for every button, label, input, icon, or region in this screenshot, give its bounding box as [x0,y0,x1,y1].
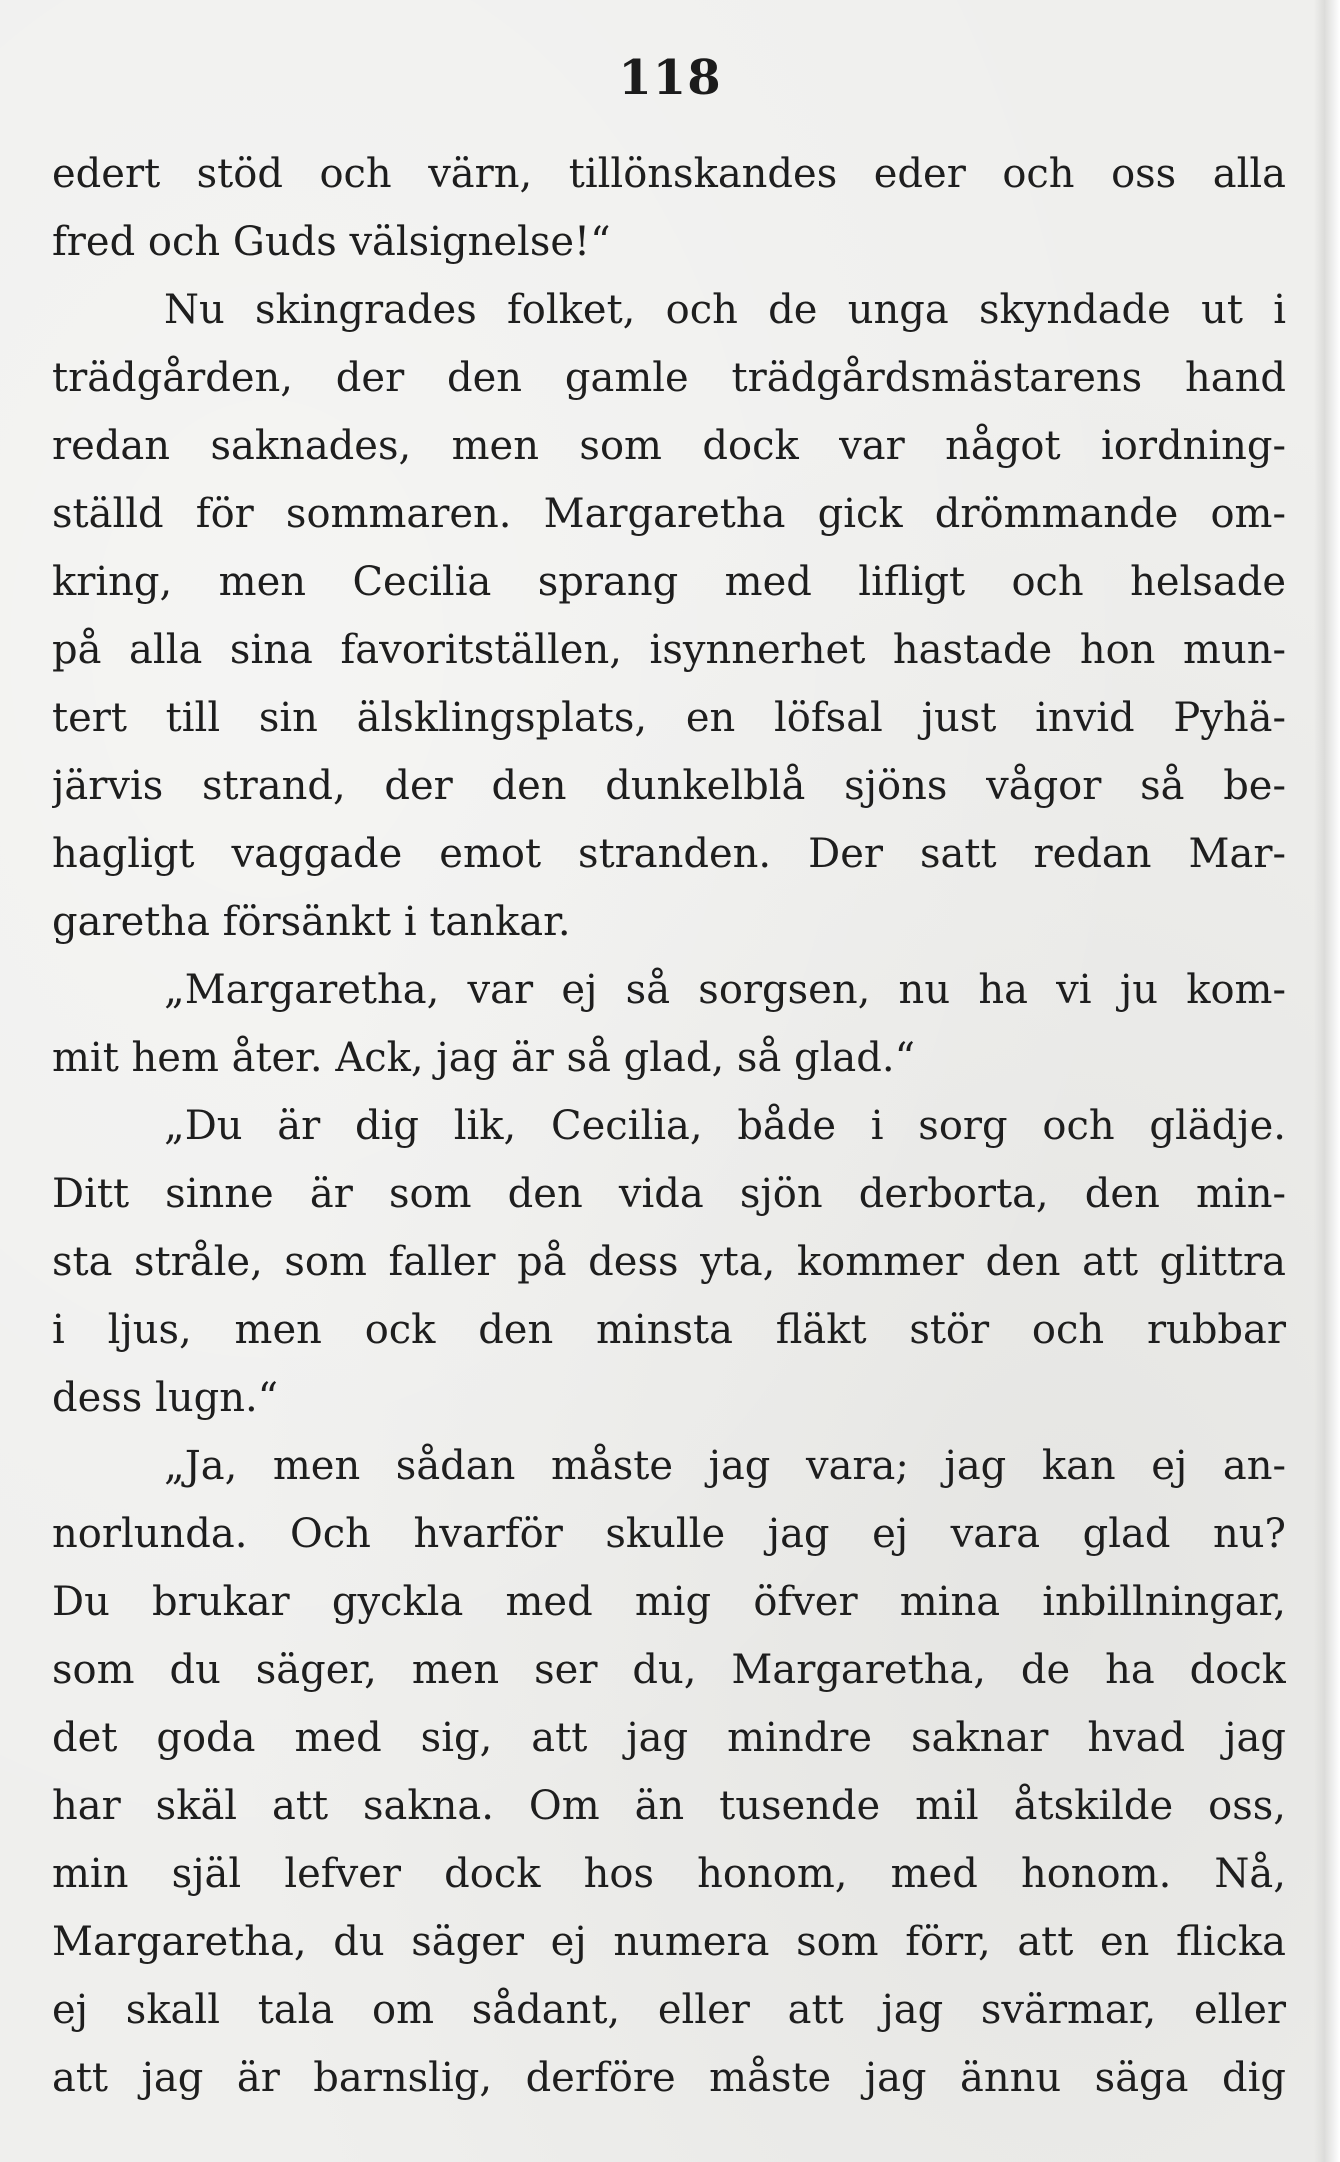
text-line: hagligt vaggade emot stranden. Der satt redan Mar- [52,831,1286,877]
text-line: fred och Guds välsignelse!“ [52,219,611,265]
text-line: har skäl att sakna. Om än tusende mil åtskilde oss, [52,1783,1286,1829]
text-line: ställd för sommaren. Margaretha gick drömmande om- [52,491,1286,537]
text-line: Du brukar gyckla med mig öfver mina inbillningar, [52,1579,1286,1625]
text-line: mit hem åter. Ack, jag är så glad, så glad.“ [52,1035,916,1081]
text-line: som du säger, men ser du, Margaretha, de ha dock [52,1647,1286,1693]
text-line: garetha försänkt i tankar. [52,899,571,945]
text-line: på alla sina favoritställen, isynnerhet hastade hon mun- [52,627,1286,673]
text-line: järvis strand, der den dunkelblå sjöns vågor så be- [52,763,1286,809]
body-text [52,140,1286,2112]
text-line: i ljus, men ock den minsta fläkt stör och rubbar [52,1307,1286,1353]
page-number: 118 [618,50,722,106]
text-line: „Ja, men sådan måste jag vara; jag kan ej an- [164,1443,1286,1489]
text-line: trädgården, der den gamle trädgårdsmästarens hand [52,355,1286,401]
text-line: Ditt sinne är som den vida sjön derborta, den min- [52,1171,1286,1217]
text-line: att jag är barnslig, derföre måste jag ännu säga dig [52,2055,1286,2101]
text-line: kring, men Cecilia sprang med lifligt och helsade [52,559,1286,605]
text-line: redan saknades, men som dock var något iordning- [52,423,1286,469]
text-line: det goda med sig, att jag mindre saknar hvad jag [52,1715,1286,1761]
text-line: edert stöd och värn, tillönskandes eder och oss alla [52,151,1286,197]
text-line: sta stråle, som faller på dess yta, kommer den att glittra [52,1239,1286,1285]
text-line: dess lugn.“ [52,1375,279,1421]
text-line: min själ lefver dock hos honom, med honom. Nå, [52,1851,1286,1897]
text-line: ej skall tala om sådant, eller att jag svärmar, eller [52,1987,1286,2033]
text-line: tert till sin älsklingsplats, en löfsal just invid Pyhä- [52,695,1286,741]
text-line: Margaretha, du säger ej numera som förr, att en flicka [52,1919,1286,1965]
text-line: „Margaretha, var ej så sorgsen, nu ha vi ju kom- [164,967,1286,1013]
text-line: norlunda. Och hvarför skulle jag ej vara glad nu? [52,1511,1286,1557]
text-line: „Du är dig lik, Cecilia, både i sorg och glädje. [164,1103,1286,1149]
page-edge [1314,0,1340,2162]
text-line: Nu skingrades folket, och de unga skyndade ut i [164,287,1286,333]
